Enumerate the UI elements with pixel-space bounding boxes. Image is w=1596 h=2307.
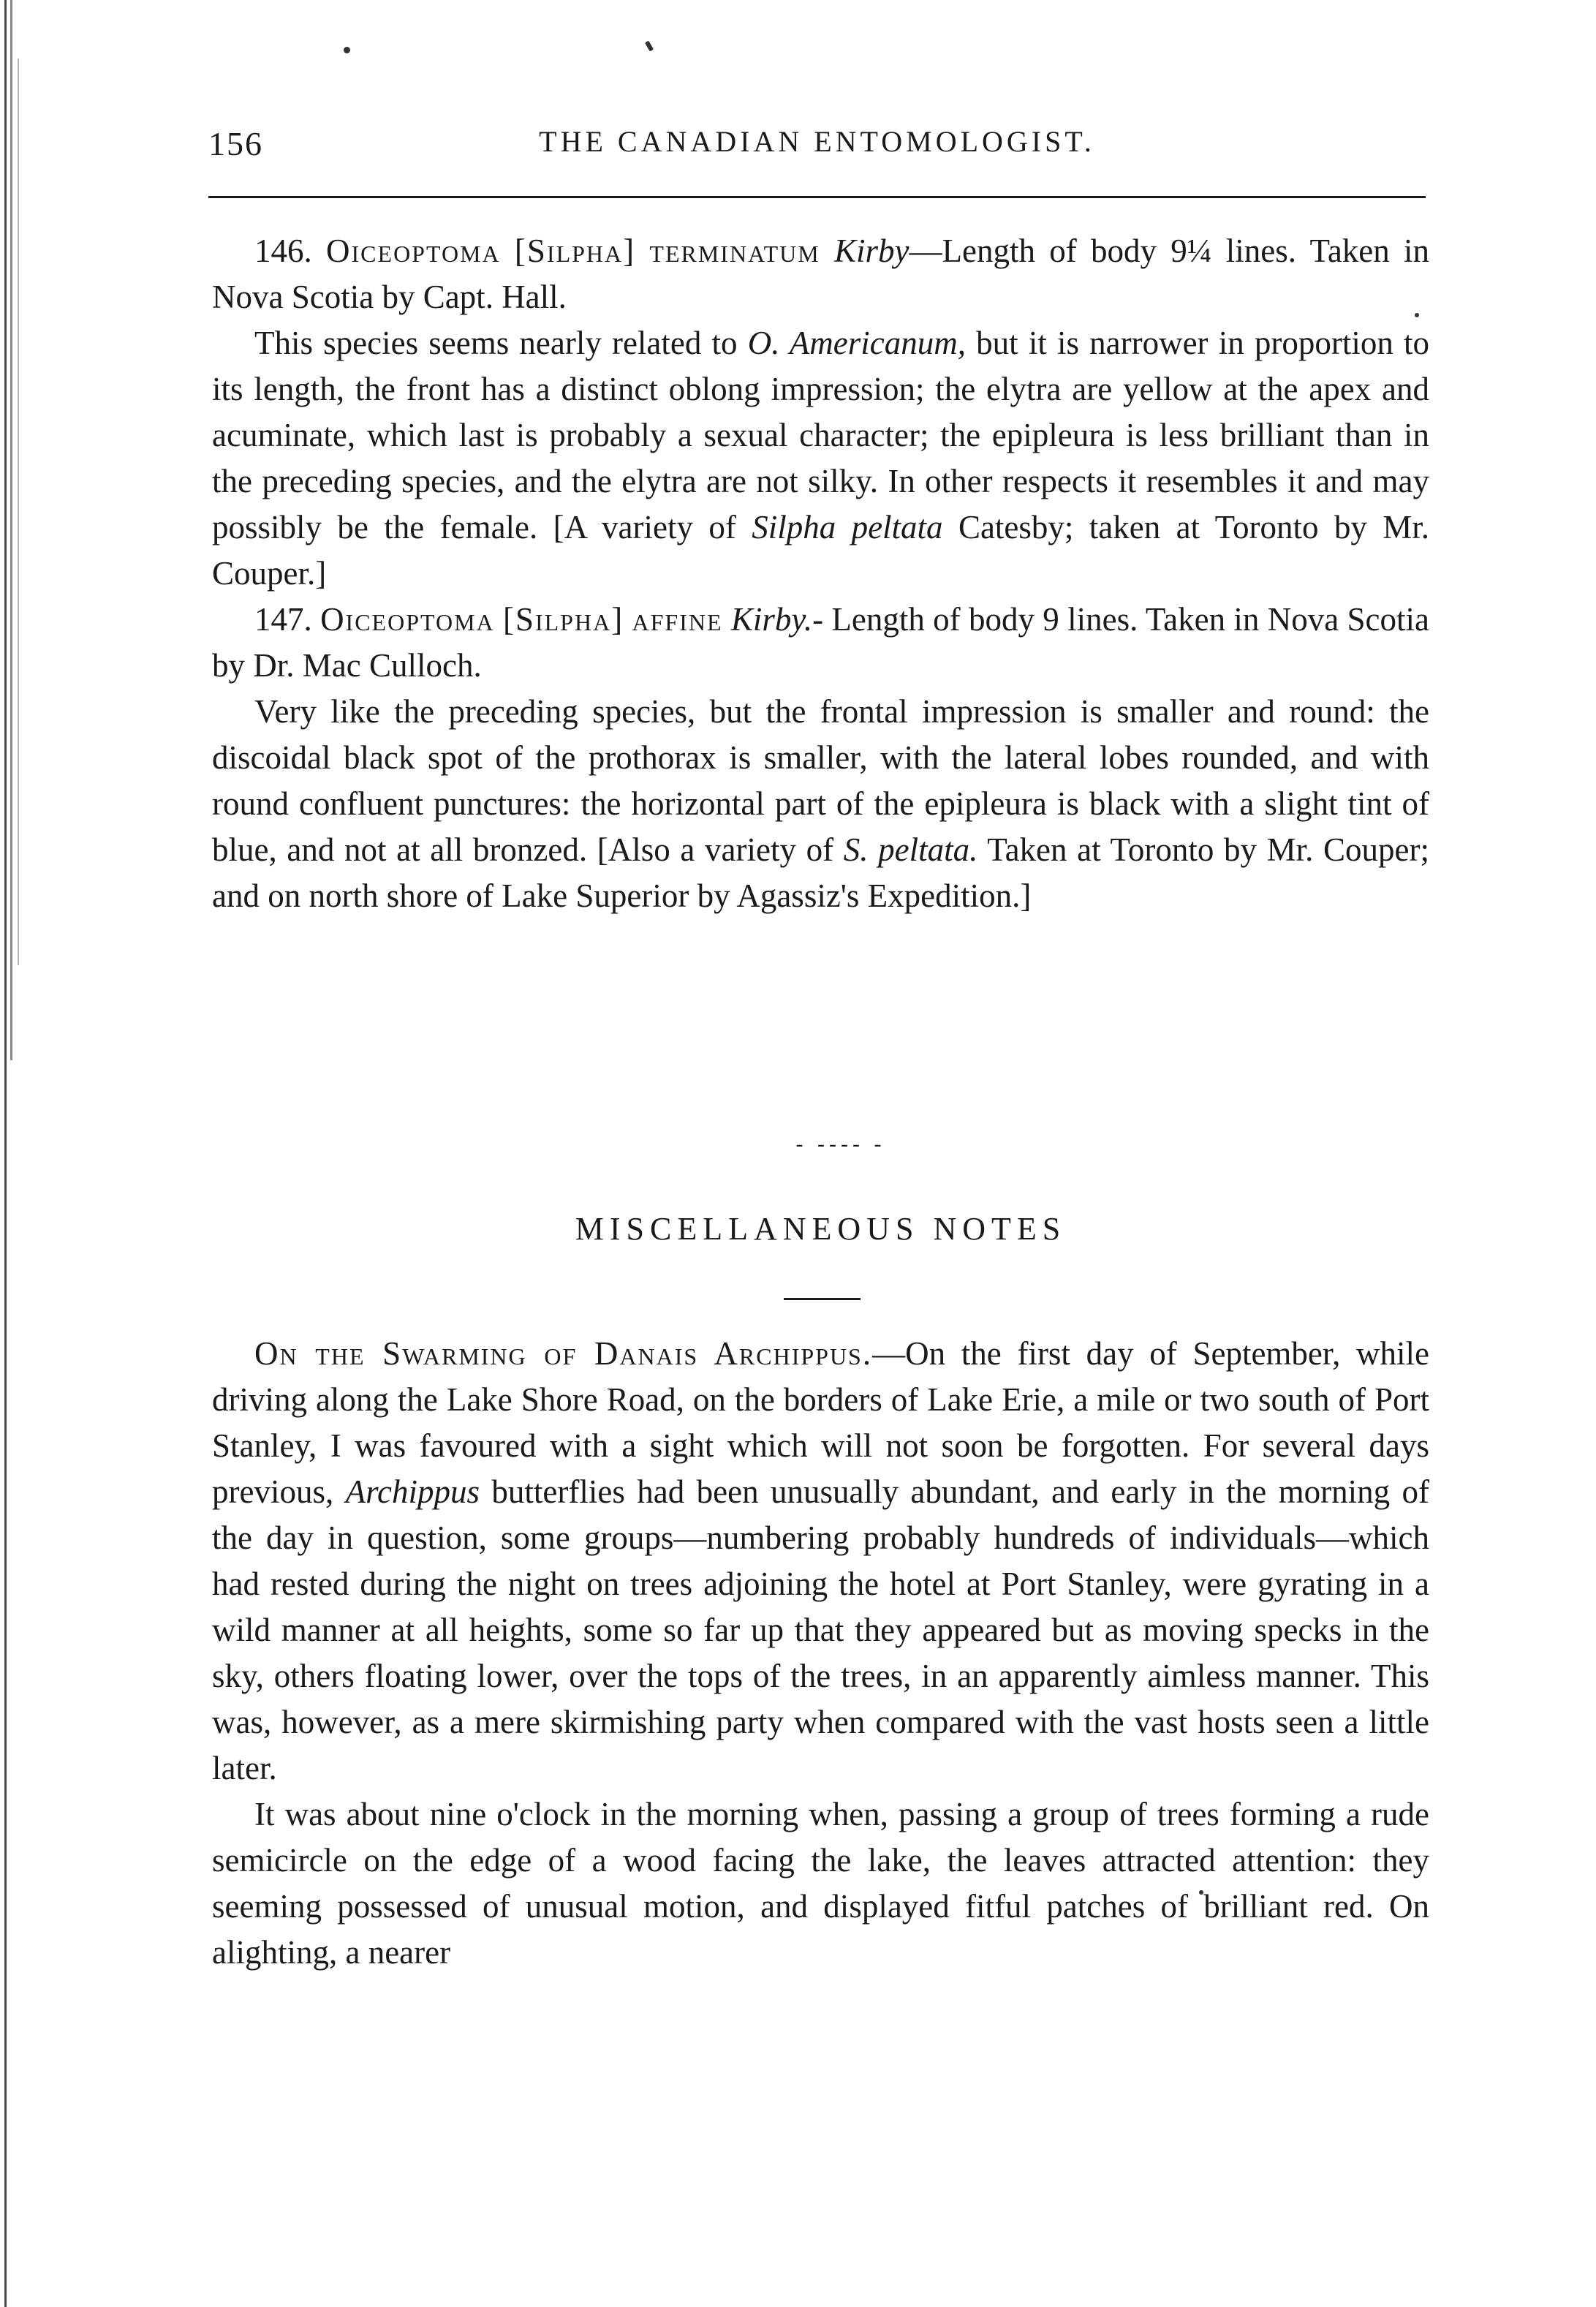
genus-name: Oiceoptoma — [320, 601, 495, 638]
section-title: MISCELLANEOUS NOTES — [575, 1211, 1067, 1247]
paragraph-text: but it is narrower in proportion to its length, the front has a distinct oblong impression; the elytra are yellow at the apex and acuminate, which last is probably a sexual character; the epipleura is less brilliant than in the preceding species, and the elytra are not silky. In other respects it resembles it and may possibly be the female. [A variety of — [212, 325, 1429, 545]
miscellaneous-note — [212, 1331, 1429, 1976]
entry-147-description — [212, 689, 1429, 919]
species-name: affine — [632, 601, 723, 638]
paragraph-text: —On the first day of September, while driving along the Lake Shore Road, on the borders of Lake Erie, a mile or two south of Port Stanley, I was favoured with a sight which will not soon be forgotten. For several days previous, — [212, 1335, 1429, 1510]
species-name: terminatum — [649, 233, 820, 269]
species-reference: O. Americanum, — [747, 325, 966, 361]
entry-lead-text: —Length of body 9¼ lines. Taken in Nova Scotia by Capt. Hall. — [212, 233, 1430, 315]
paragraph-text: This species seems nearly related to — [254, 325, 748, 361]
species-reference: Silpha peltata — [752, 509, 943, 545]
title-rule — [784, 1298, 861, 1300]
page-number: 156 — [208, 125, 263, 162]
entry-number: 147. — [254, 601, 312, 638]
entry-147-lead — [212, 597, 1429, 689]
note-paragraph-2: It was about nine o'clock in the morning when, passing a group of trees forming a rude semicircle on the edge of a wood facing the lake, the leaves attracted attention: they seeming possessed of unusual motion, and displayed fitful patches of brilliant red. On alighting, a nearer — [212, 1796, 1429, 1971]
subgenus-name: [Silpha] — [514, 233, 636, 269]
species-reference: S. peltata. — [843, 831, 978, 868]
author-name: Kirby — [834, 233, 909, 269]
subgenus-name: [Silpha] — [502, 601, 624, 638]
binding-edge-line — [18, 58, 19, 965]
note-heading: On the Swarming of Danais Archippus. — [254, 1335, 873, 1372]
header-rule — [208, 196, 1426, 198]
species-reference: Archippus — [345, 1473, 480, 1510]
page-header — [208, 124, 1426, 175]
scan-speck — [344, 47, 350, 53]
note-paragraph-1 — [212, 1331, 1429, 1791]
binding-edge-line — [4, 0, 7, 2307]
author-name: Kirby. — [730, 601, 813, 638]
entry-number: 146. — [254, 233, 312, 269]
entry-146-description — [212, 320, 1429, 597]
paragraph-text: Taken at Toronto by Mr. Couper; and on north shore of Lake Superior by Agassiz's Expedition.] — [212, 831, 1430, 914]
entry-lead-text: - Length of body 9 lines. Taken in Nova Scotia by Dr. Mac Culloch. — [212, 601, 1430, 684]
entry-146-lead — [212, 228, 1429, 320]
paragraph-text: Catesby; taken at Toronto by Mr. Couper.] — [212, 509, 1429, 592]
genus-name: Oiceoptoma — [326, 233, 501, 269]
paragraph-text: butterflies had been unusually abundant, and early in the morning of the day in question, some groups—numbering probably hundreds of individuals—which had rested during the night on trees adjoining the hotel at Port Stanley, were gyrating in a wild manner at all heights, some so far up that they appeared but as moving specks in the sky, others floating lower, over the tops of the trees, in an apparently aimless manner. This was, however, as a mere skirmishing party when compared with the vast hosts seen a little later. — [212, 1473, 1429, 1786]
paragraph-text: Very like the preceding species, but the frontal impression is smaller and round: the discoidal black spot of the prothorax is smaller, with the lateral lobes rounded, and with round confluent punctures: the horizontal part of the epipleura is black with a slight tint of blue, and not at all bronzed. [Also a variety of — [212, 693, 1429, 868]
binding-edge-line — [10, 0, 12, 1060]
section-ornament: - ---- - — [795, 1132, 886, 1156]
species-entries — [212, 228, 1429, 919]
running-head: THE CANADIAN ENTOMOLOGIST. — [539, 125, 1095, 158]
scan-speck — [645, 40, 654, 51]
